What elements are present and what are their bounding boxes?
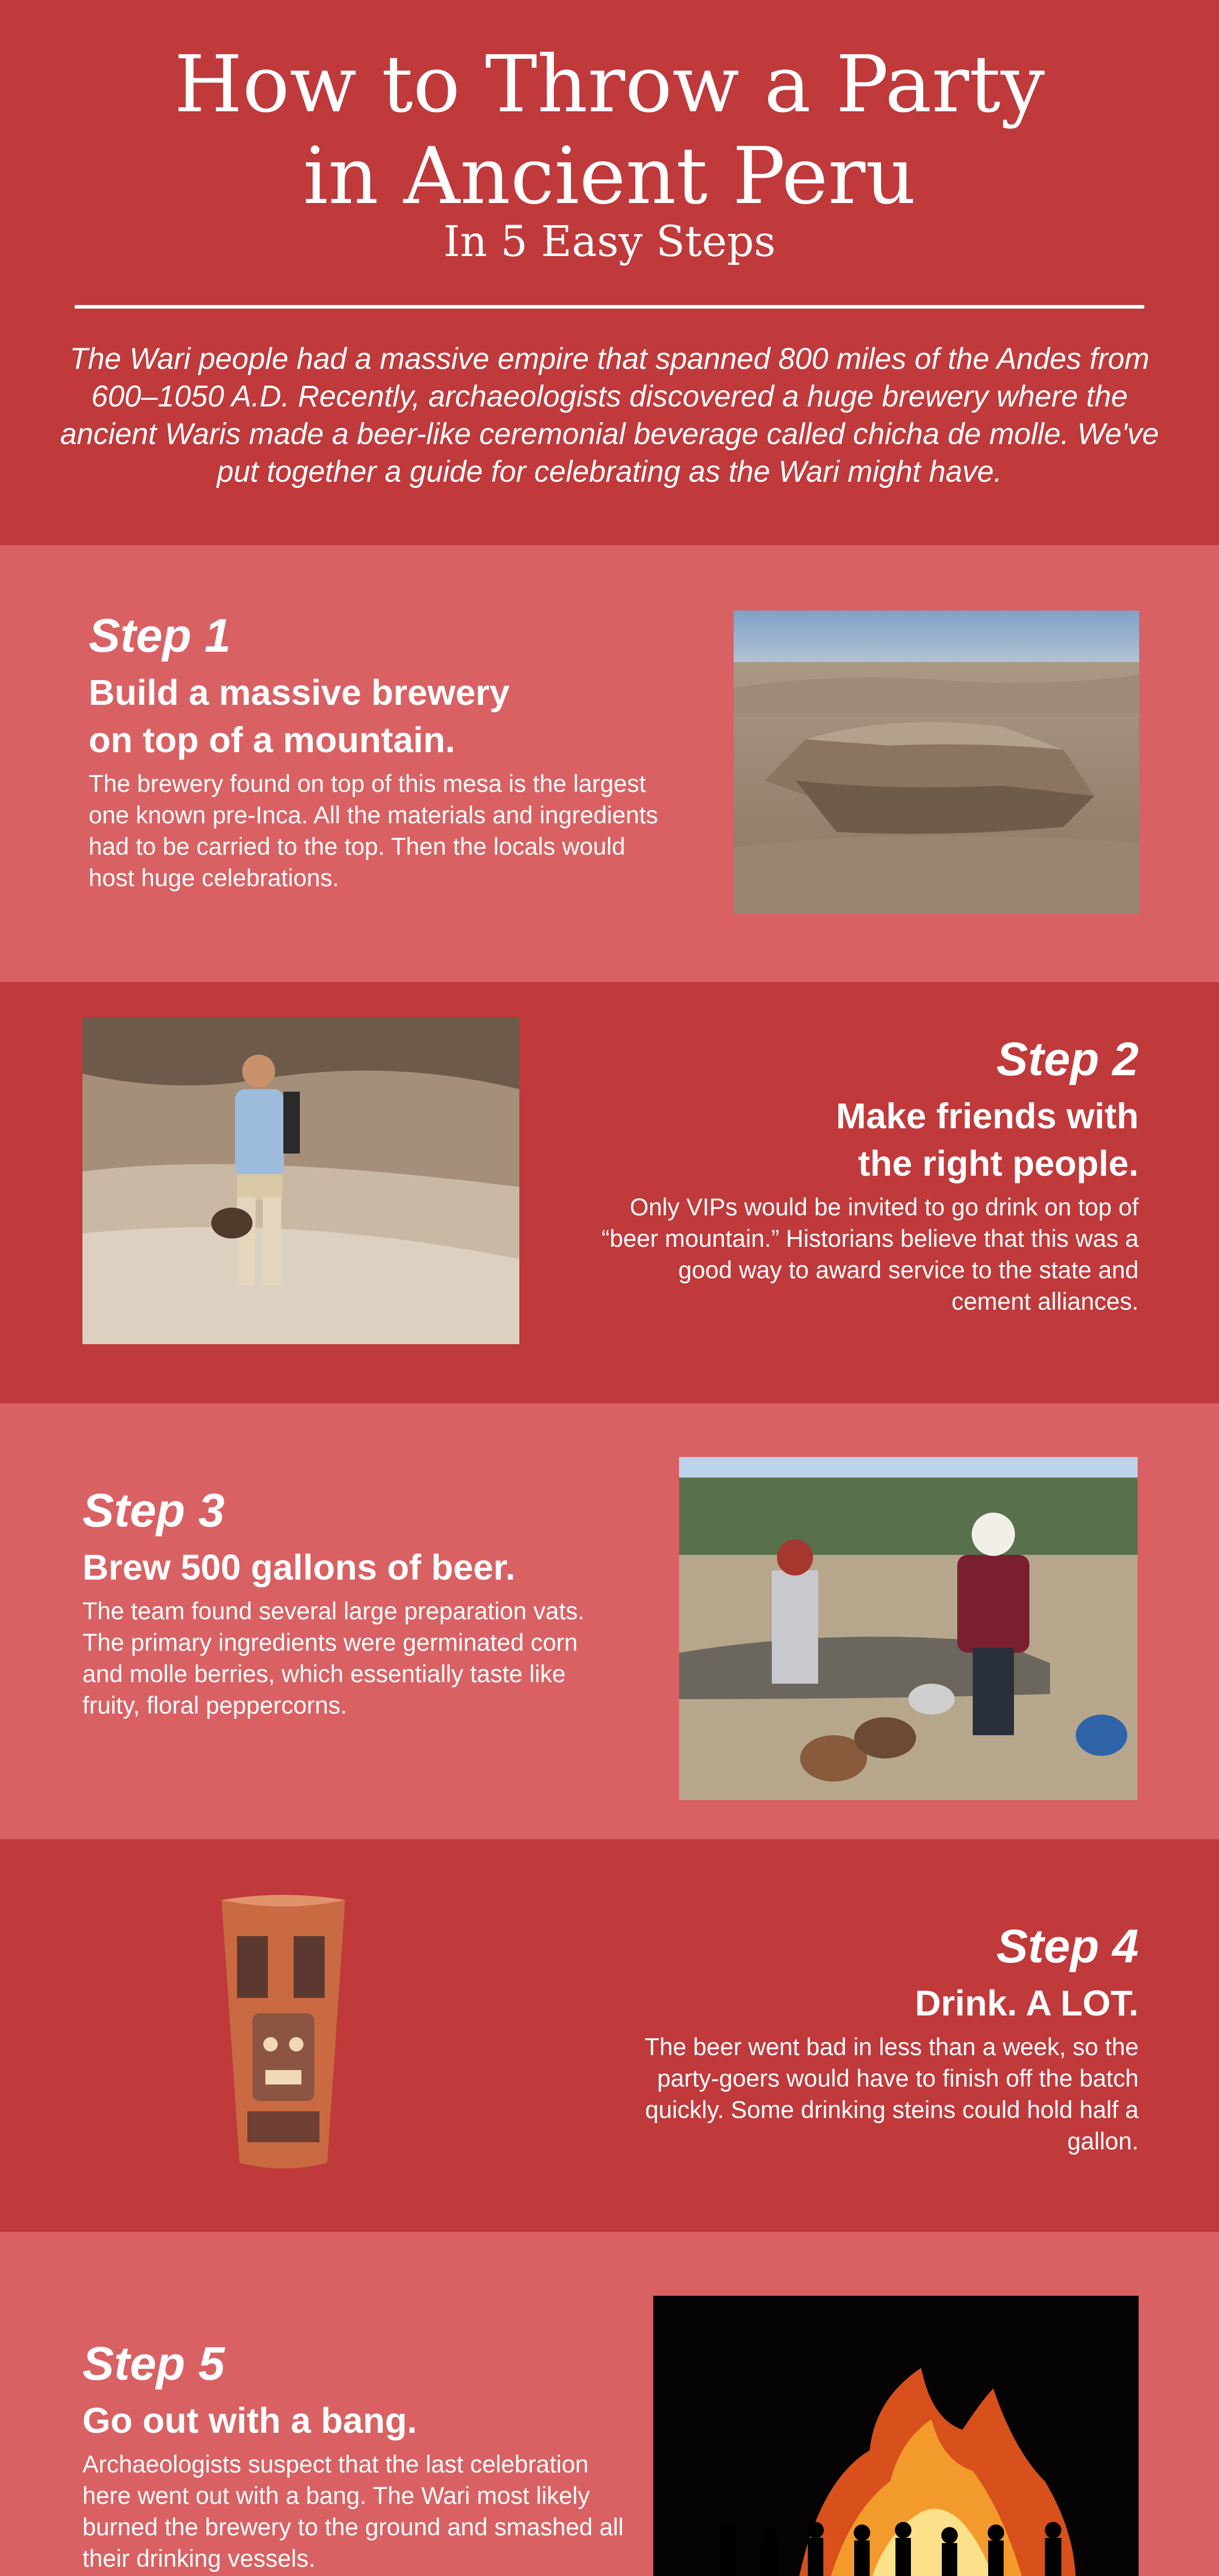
step-1-body: The brewery found on top of this mesa is the largest one known pre-Inca. All the materials and ingredients had to be carried to the top. Then the locals would host huge celebrations. xyxy=(89,770,658,891)
title-line-1: How to Throw a Party xyxy=(174,39,1045,130)
step-2-section xyxy=(0,982,1219,1403)
step-1-number: Step 1 xyxy=(89,609,231,662)
step-4-body: The beer went bad in less than a week, so the party-goers would have to finish off the batch quickly. Some drinking steins could hold half a gallon. xyxy=(645,2033,1139,2155)
hiker-illustration xyxy=(82,1017,519,1344)
step-1-heading-line-2: on top of a mountain. xyxy=(89,720,455,760)
header xyxy=(0,0,1219,545)
step-3-section xyxy=(0,1403,1219,1839)
step-5-number: Step 5 xyxy=(82,2337,225,2390)
bonfire-photo xyxy=(653,2296,1139,2576)
mesa-illustration xyxy=(734,611,1139,913)
step-2-heading-line-2: the right people. xyxy=(858,1143,1139,1183)
step-1-section xyxy=(0,545,1219,982)
step-4-number: Step 4 xyxy=(996,1920,1139,1973)
intro-paragraph: The Wari people had a massive empire that spanned 800 miles of the Andes from 600–1050 A.D. Recently, archaeologists discovered a huge brewery where the ancient Waris made a beer-like ceremonial beverage called chicha de molle. We've put together a guide for celebrating as the Wari might have. xyxy=(60,342,1159,488)
hiker-photo xyxy=(82,1017,519,1344)
step-3-heading: Brew 500 gallons of beer. xyxy=(82,1547,516,1587)
brewing-photo xyxy=(679,1457,1138,1800)
step-3-body: The team found several large preparation vats. The primary ingredients were germinated corn and molle berries, which essentially taste like fruity, floral peppercorns. xyxy=(82,1597,585,1719)
drinking-vessel-image xyxy=(216,1890,350,2176)
step-4-heading: Drink. A LOT. xyxy=(915,1983,1139,2023)
step-1-text xyxy=(89,606,671,893)
step-4-section xyxy=(0,1839,1219,2232)
step-2-text xyxy=(592,1029,1139,1317)
step-5-text xyxy=(82,2334,629,2574)
step-2-body: Only VIPs would be invited to go drink on top of “beer mountain.” Historians believe that this was a good way to award service to the state and cement alliances. xyxy=(601,1193,1139,1315)
page-title xyxy=(0,39,1219,222)
mesa-photo xyxy=(734,611,1139,913)
step-3-number: Step 3 xyxy=(82,1484,225,1537)
subtitle: In 5 Easy Steps xyxy=(443,217,776,266)
bonfire-illustration xyxy=(653,2296,1139,2576)
step-5-heading: Go out with a bang. xyxy=(82,2400,417,2441)
kero-vessel-illustration xyxy=(216,1890,350,2176)
step-5-body: Archaeologists suspect that the last celebration here went out with a bang. The Wari most likely burned the brewery to the ground and smashed all their drinking vessels. xyxy=(82,2450,624,2572)
step-1-heading-line-1: Build a massive brewery xyxy=(89,672,510,713)
brewing-illustration xyxy=(679,1457,1138,1800)
step-4-text xyxy=(598,1917,1139,2157)
step-2-heading-line-1: Make friends with xyxy=(836,1096,1139,1136)
step-2-number: Step 2 xyxy=(996,1033,1139,1086)
title-line-2: in Ancient Peru xyxy=(303,130,916,222)
step-5-section xyxy=(0,2232,1219,2576)
step-3-text xyxy=(82,1481,598,1721)
header-divider xyxy=(75,305,1144,309)
